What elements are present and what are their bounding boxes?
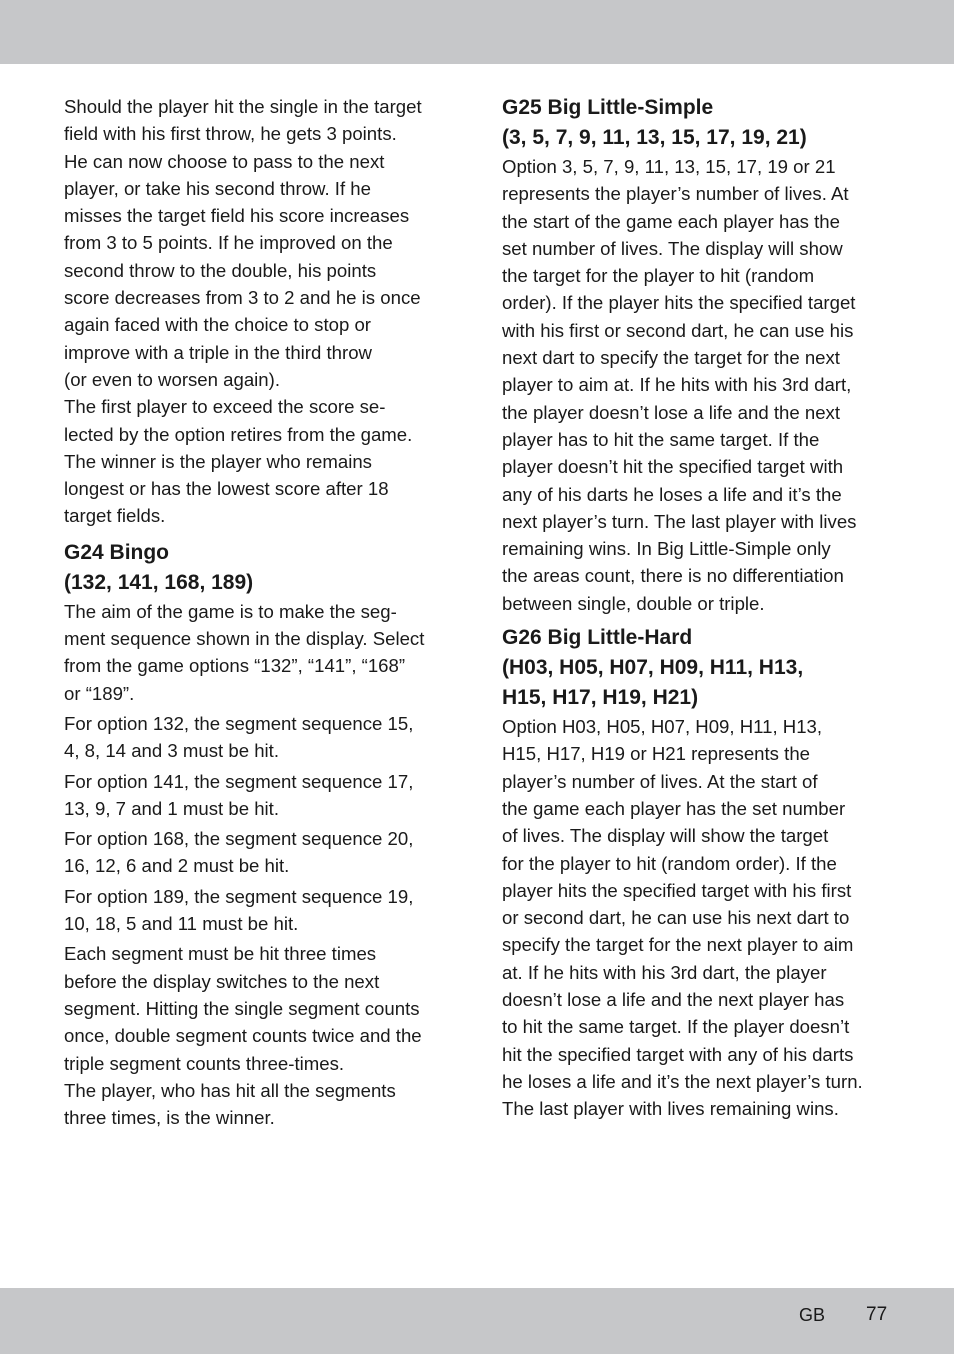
intro-paragraph: Should the player hit the single in the target field with his first throw, he gets 3 points. He can now choose to pass to the next player, or take his second throw. If he misses the target field his score increases from 3 to 5 points. If he improved on the second throw to the double, his points score decreases from 3 to 2 and he is once again faced with the choice to stop or improve with a triple in the third throw (or even to worsen again). The first player to exceed the score se- lected by the option retires from the game. The winner is the player who remains longest or has the lowest score after 18 target fields. — [64, 96, 422, 527]
g24-heading: G24 Bingo (132, 141, 168, 189) — [64, 540, 254, 594]
header-bar — [0, 0, 954, 64]
g24-paragraph-option-132: For option 132, the segment sequence 15, 4, 8, 14 and 3 must be hit. — [64, 712, 414, 762]
page-number: 77 — [866, 1304, 888, 1325]
g26-paragraph: Option H03, H05, H07, H09, H11, H13, H15, H17, H19 or H21 represents the player’s number of lives. At the start of the game each player has the set number of lives. The display will show the target for the player to hit (random order). If the player hits the specified target with his first or second dart, he can use his next dart to specify the target for the next player to aim at. If he hits with his 3rd dart, the player doesn’t lose a life and the next player has to hit the same target. If the player doesn’t hit the specified target with any of his darts he loses a life and it’s the next player’s turn. The last player with lives remaining wins. — [502, 716, 863, 1120]
g24-paragraph-option-189: For option 189, the segment sequence 19, 10, 18, 5 and 11 must be hit. — [64, 885, 414, 935]
g25-paragraph: Option 3, 5, 7, 9, 11, 13, 15, 17, 19 or 21 represents the player’s number of lives. At the start of the game each player has the set number of lives. The display will show the target for the player to hit (random order). If the player hits the specified target with his first or second dart, he can use his next dart to specify the target for the next player to aim at. If he hits with his 3rd dart, the player doesn’t lose a life and the next player has to hit the same target. If the player doesn’t hit the specified target with any of his darts he loses a life and it’s the next player’s turn. The last player with lives remaining wins. In Big Little-Simple only the areas count, there is no differentiation between single, double or triple. — [502, 156, 857, 614]
g25-heading: G25 Big Little-Simple (3, 5, 7, 9, 11, 13, 15, 17, 19, 21) — [502, 96, 807, 149]
g24-paragraph-option-168: For option 168, the segment sequence 20, 16, 12, 6 and 2 must be hit. — [64, 828, 414, 877]
g26-heading: G26 Big Little-Hard (H03, H05, H07, H09, H11, H13, H15, H17, H19, H21) — [502, 626, 804, 710]
g24-paragraph-option-141: For option 141, the segment sequence 17, 13, 9, 7 and 1 must be hit. — [64, 770, 414, 819]
left-column — [64, 93, 456, 1131]
g24-paragraph-aim: The aim of the game is to make the seg- ment sequence shown in the display. Select from the game options “132”, “141”, “168” or “189”. — [64, 600, 425, 704]
right-column — [502, 93, 894, 1123]
footer-language-code: GB — [799, 1305, 826, 1325]
g24-paragraph-rules: Each segment must be hit three times before the display switches to the next segment. Hitting the single segment counts once, double segment counts twice and the triple segment counts three-times. The player, who has hit all the segments three times, is the winner. — [64, 943, 422, 1129]
